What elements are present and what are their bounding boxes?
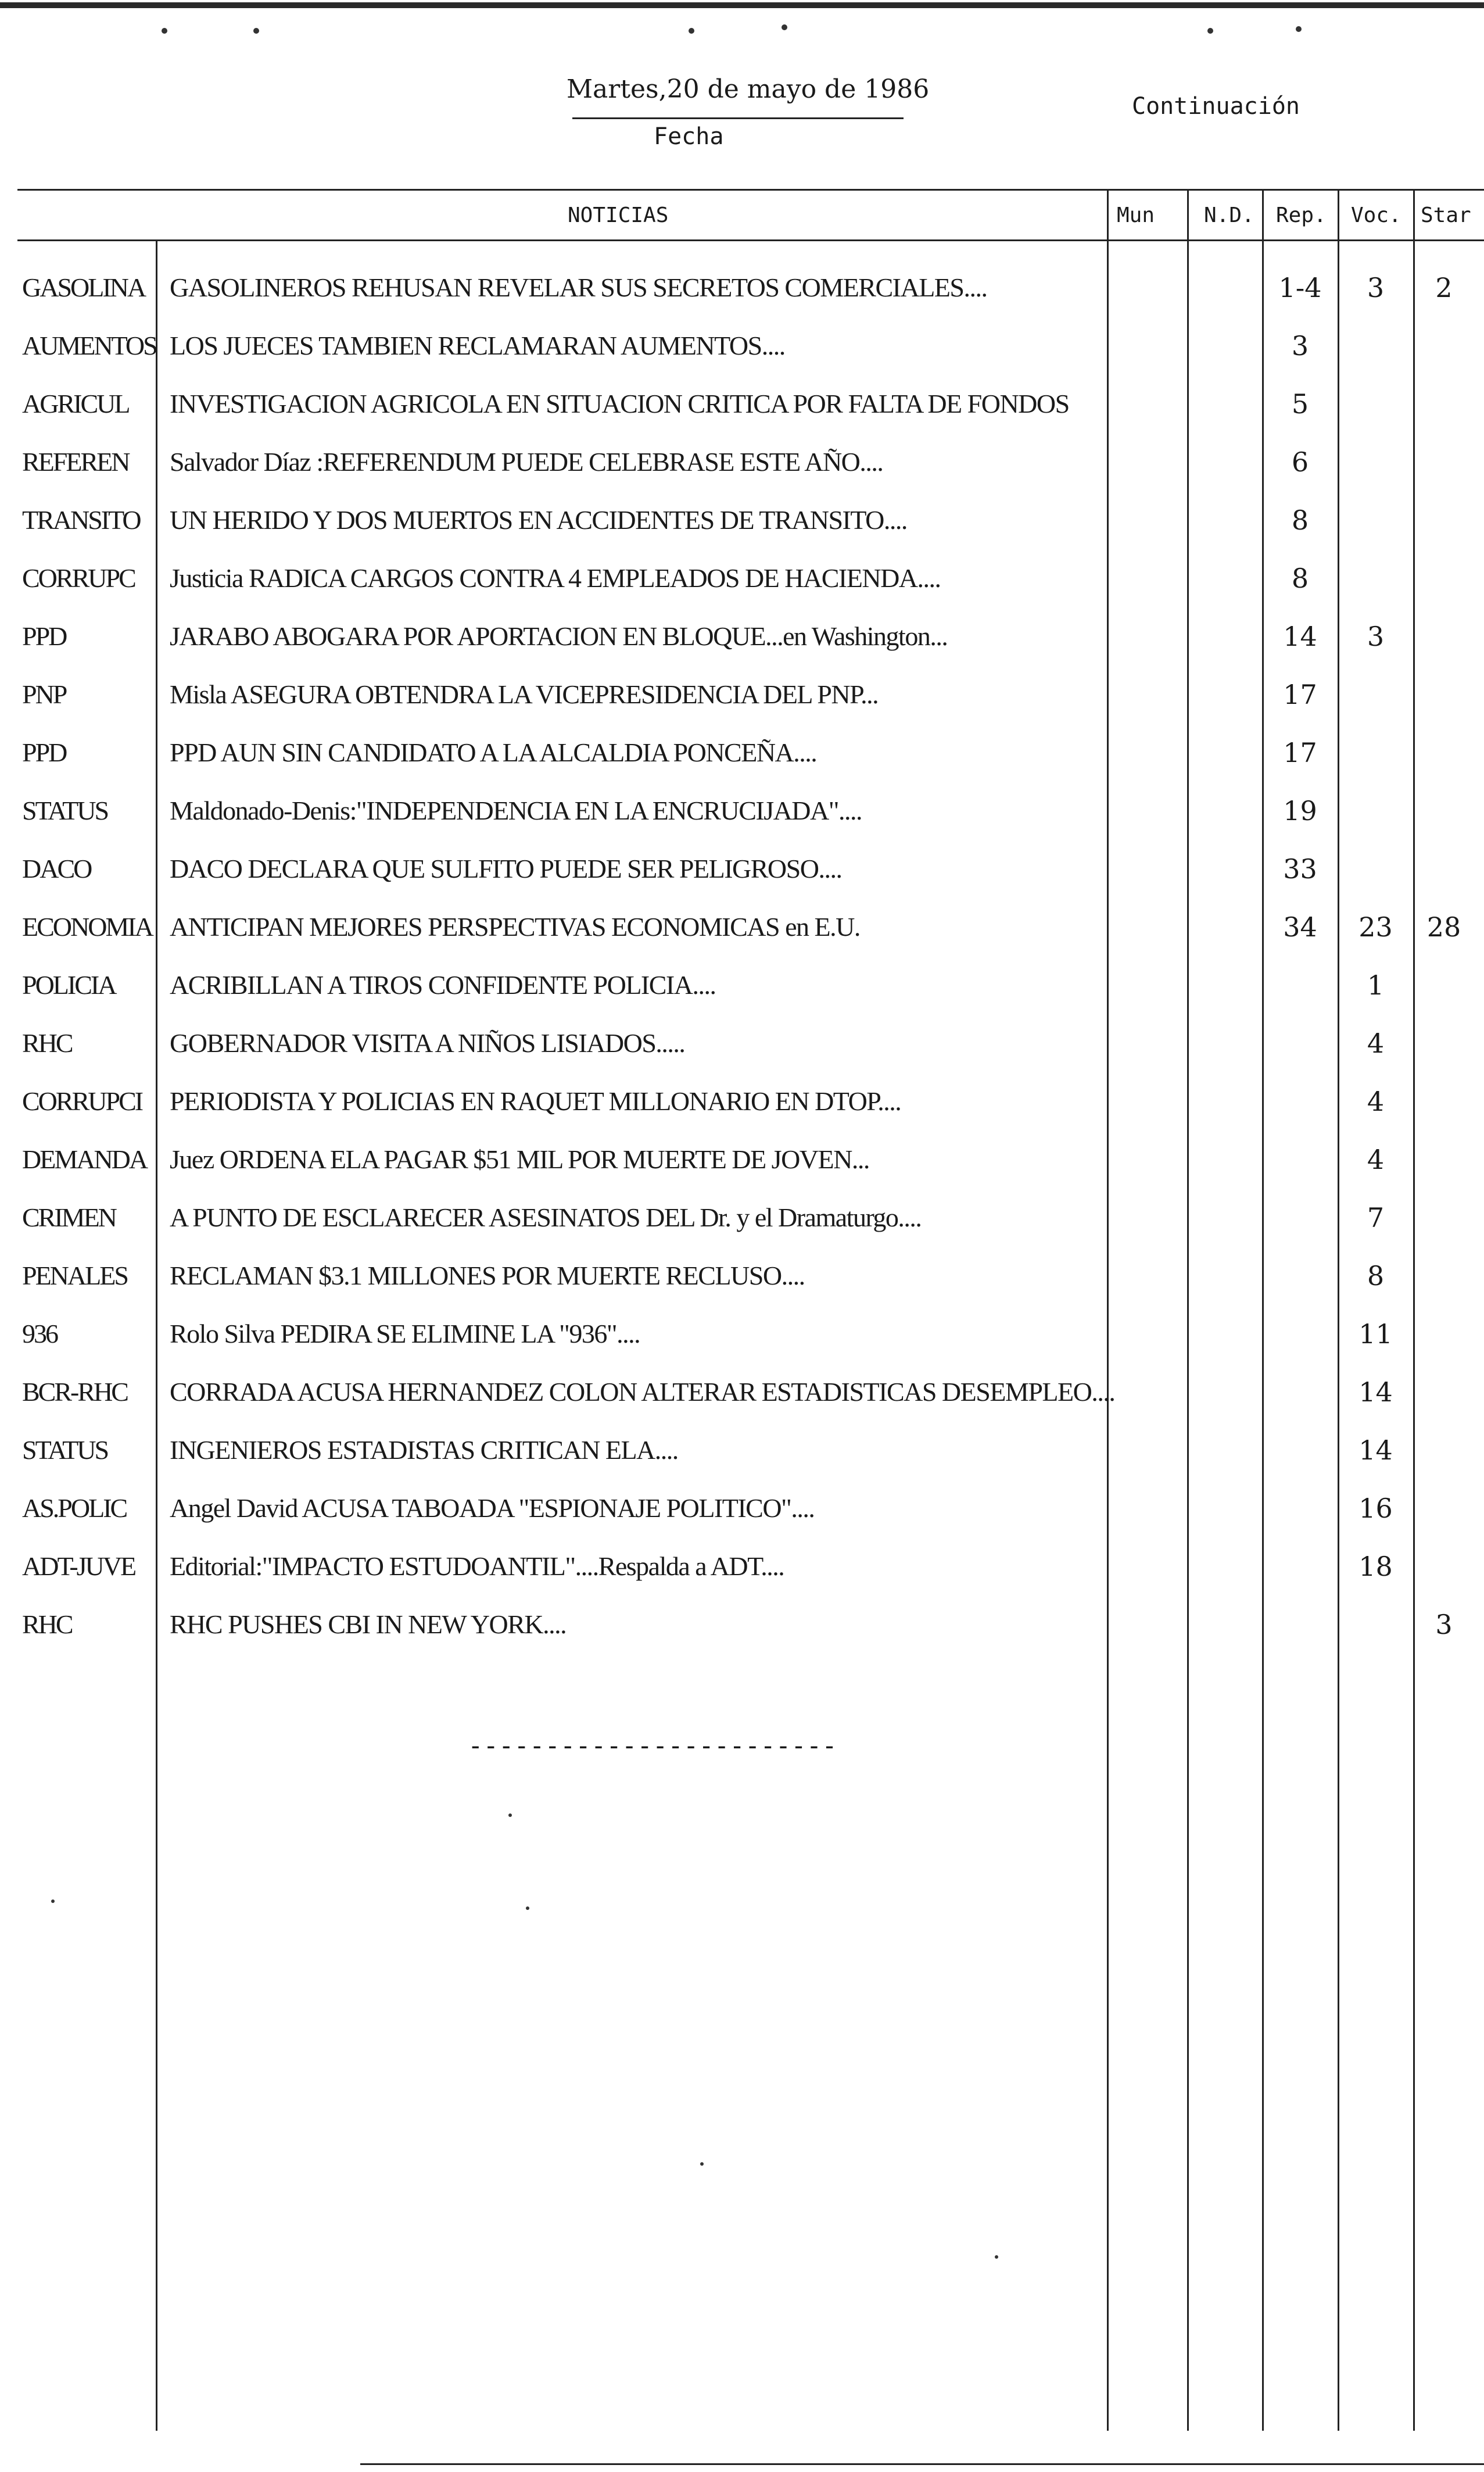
table-row bbox=[0, 1244, 1484, 1301]
row-voc: 11 bbox=[1358, 1318, 1393, 1350]
table-row bbox=[0, 1593, 1484, 1650]
row-headline: GOBERNADOR VISITA A NIÑOS LISIADOS..... bbox=[170, 1028, 685, 1058]
row-category: ECONOMIA bbox=[22, 912, 152, 942]
header-mun: Mun bbox=[1117, 203, 1155, 227]
scan-speck bbox=[995, 2255, 998, 2259]
row-headline: A PUNTO DE ESCLARECER ASESINATOS DEL Dr. y el Dramaturgo.... bbox=[170, 1203, 922, 1232]
row-headline: Editorial:"IMPACTO ESTUDOANTIL"....Respalda a ADT.... bbox=[170, 1551, 784, 1581]
row-category: DACO bbox=[22, 854, 91, 883]
scan-speck bbox=[1296, 26, 1302, 32]
scan-speck bbox=[508, 1813, 512, 1817]
scan-speck bbox=[253, 28, 259, 34]
row-category: PNP bbox=[22, 679, 66, 709]
table-row bbox=[0, 1418, 1484, 1476]
row-category: REFEREN bbox=[22, 447, 129, 477]
row-category: STATUS bbox=[22, 796, 108, 825]
table-row bbox=[0, 430, 1484, 488]
row-voc: 14 bbox=[1358, 1434, 1393, 1466]
row-category: PENALES bbox=[22, 1261, 127, 1290]
row-headline: JARABO ABOGARA POR APORTACION EN BLOQUE...en Washington... bbox=[170, 621, 948, 651]
row-voc: 4 bbox=[1367, 1144, 1385, 1175]
scan-speck bbox=[782, 24, 787, 30]
row-voc: 4 bbox=[1367, 1086, 1385, 1117]
table-bottom-rule bbox=[360, 2463, 1484, 2465]
row-category: CRIMEN bbox=[22, 1203, 116, 1232]
table-row bbox=[0, 779, 1484, 836]
top-border bbox=[0, 2, 1484, 8]
row-voc: 18 bbox=[1358, 1551, 1393, 1582]
table-row bbox=[0, 546, 1484, 604]
row-rep: 17 bbox=[1283, 679, 1317, 710]
row-category: CORRUPCI bbox=[22, 1086, 142, 1116]
row-rep: 3 bbox=[1291, 330, 1309, 362]
row-headline: DACO DECLARA QUE SULFITO PUEDE SER PELIGROSO.... bbox=[170, 854, 842, 883]
scan-speck bbox=[526, 1906, 529, 1910]
row-voc: 3 bbox=[1367, 272, 1385, 303]
date-underline bbox=[572, 117, 904, 119]
table-row bbox=[0, 953, 1484, 1011]
row-category: PPD bbox=[22, 621, 66, 651]
row-category: AGRICUL bbox=[22, 389, 129, 418]
continuation-label: Continuación bbox=[1132, 93, 1300, 120]
row-rep: 33 bbox=[1283, 853, 1317, 885]
row-voc: 23 bbox=[1358, 911, 1393, 943]
table-row bbox=[0, 1128, 1484, 1185]
row-headline: ACRIBILLAN A TIROS CONFIDENTE POLICIA.... bbox=[170, 970, 716, 1000]
table-row bbox=[0, 604, 1484, 662]
table-row bbox=[0, 1069, 1484, 1127]
row-category: AS.POLIC bbox=[22, 1493, 127, 1523]
report-date: Martes,20 de mayo de 1986 bbox=[567, 74, 930, 104]
row-category: CORRUPC bbox=[22, 563, 135, 593]
row-headline: Rolo Silva PEDIRA SE ELIMINE LA "936".... bbox=[170, 1319, 640, 1348]
row-headline: PERIODISTA Y POLICIAS EN RAQUET MILLONARIO EN DTOP.... bbox=[170, 1086, 901, 1116]
table-row bbox=[0, 721, 1484, 778]
row-headline: RHC PUSHES CBI IN NEW YORK.... bbox=[170, 1609, 567, 1639]
row-category: 936 bbox=[22, 1319, 57, 1348]
table-row bbox=[0, 488, 1484, 546]
header-noticias: NOTICIAS bbox=[568, 203, 669, 227]
row-star: 3 bbox=[1435, 1609, 1453, 1640]
scan-speck bbox=[1207, 28, 1213, 34]
scan-speck bbox=[162, 28, 167, 34]
table-header-rule bbox=[17, 239, 1484, 241]
row-rep: 19 bbox=[1283, 795, 1317, 827]
row-headline: CORRADA ACUSA HERNANDEZ COLON ALTERAR ESTADISTICAS DESEMPLEO.... bbox=[170, 1377, 1115, 1407]
table-row bbox=[0, 895, 1484, 953]
row-headline: Juez ORDENA ELA PAGAR $51 MIL POR MUERTE DE JOVEN... bbox=[170, 1144, 869, 1174]
row-voc: 7 bbox=[1367, 1202, 1385, 1233]
row-rep: 14 bbox=[1283, 621, 1317, 652]
table-row bbox=[0, 314, 1484, 371]
row-headline: PPD AUN SIN CANDIDATO A LA ALCALDIA PONCEÑA.... bbox=[170, 738, 817, 767]
row-voc: 16 bbox=[1358, 1493, 1393, 1524]
row-headline: Maldonado-Denis:"INDEPENDENCIA EN LA ENCRUCIJADA".... bbox=[170, 796, 862, 825]
row-category: PPD bbox=[22, 738, 66, 767]
header-rep: Rep. bbox=[1276, 203, 1327, 227]
row-voc: 14 bbox=[1358, 1376, 1393, 1408]
row-headline: Angel David ACUSA TABOADA "ESPIONAJE POLITICO".... bbox=[170, 1493, 815, 1523]
table-top-rule bbox=[17, 189, 1484, 191]
table-row bbox=[0, 1186, 1484, 1243]
row-rep: 8 bbox=[1291, 563, 1309, 594]
row-rep: 1-4 bbox=[1278, 272, 1322, 303]
table-row bbox=[0, 1360, 1484, 1418]
row-category: BCR-RHC bbox=[22, 1377, 127, 1407]
scan-speck bbox=[700, 2162, 704, 2166]
table-row bbox=[0, 837, 1484, 895]
row-headline: INGENIEROS ESTADISTAS CRITICAN ELA.... bbox=[170, 1435, 678, 1465]
row-rep: 6 bbox=[1291, 446, 1309, 478]
row-category: GASOLINA bbox=[22, 273, 145, 302]
scan-speck bbox=[51, 1899, 55, 1903]
row-voc: 3 bbox=[1367, 621, 1385, 652]
row-rep: 8 bbox=[1291, 505, 1309, 536]
row-headline: INVESTIGACION AGRICOLA EN SITUACION CRITICA POR FALTA DE FONDOS bbox=[170, 389, 1069, 418]
row-category: AUMENTOS bbox=[22, 331, 156, 360]
table-row bbox=[0, 1302, 1484, 1360]
row-category: POLICIA bbox=[22, 970, 116, 1000]
header-star: Star bbox=[1421, 203, 1471, 227]
row-rep: 17 bbox=[1283, 737, 1317, 768]
scan-speck bbox=[689, 28, 694, 34]
row-headline: LOS JUECES TAMBIEN RECLAMARAN AUMENTOS.... bbox=[170, 331, 785, 360]
row-category: DEMANDA bbox=[22, 1144, 147, 1174]
row-headline: RECLAMAN $3.1 MILLONES POR MUERTE RECLUSO.... bbox=[170, 1261, 805, 1290]
date-caption: Fecha bbox=[654, 123, 724, 150]
header-nd: N.D. bbox=[1204, 203, 1254, 227]
row-headline: Misla ASEGURA OBTENDRA LA VICEPRESIDENCIA DEL PNP... bbox=[170, 679, 879, 709]
table-row bbox=[0, 663, 1484, 720]
header-voc: Voc. bbox=[1351, 203, 1401, 227]
row-category: RHC bbox=[22, 1028, 72, 1058]
table-row bbox=[0, 1534, 1484, 1592]
end-divider: ------------------------ bbox=[468, 1731, 837, 1761]
row-category: ADT-JUVE bbox=[22, 1551, 135, 1581]
row-star: 2 bbox=[1435, 272, 1453, 303]
row-headline: Salvador Díaz :REFERENDUM PUEDE CELEBRASE ESTE AÑO.... bbox=[170, 447, 883, 477]
row-headline: UN HERIDO Y DOS MUERTOS EN ACCIDENTES DE TRANSITO.... bbox=[170, 505, 907, 535]
row-voc: 4 bbox=[1367, 1028, 1385, 1059]
row-category: TRANSITO bbox=[22, 505, 140, 535]
row-voc: 1 bbox=[1367, 970, 1385, 1001]
row-rep: 5 bbox=[1291, 388, 1309, 420]
table-row bbox=[0, 256, 1484, 313]
table-row bbox=[0, 1011, 1484, 1069]
table-row bbox=[0, 372, 1484, 430]
row-rep: 34 bbox=[1283, 911, 1317, 943]
row-headline: Justicia RADICA CARGOS CONTRA 4 EMPLEADOS DE HACIENDA.... bbox=[170, 563, 941, 593]
row-category: RHC bbox=[22, 1609, 72, 1639]
row-voc: 8 bbox=[1367, 1260, 1385, 1292]
table-row bbox=[0, 1476, 1484, 1534]
row-category: STATUS bbox=[22, 1435, 108, 1465]
row-headline: ANTICIPAN MEJORES PERSPECTIVAS ECONOMICAS en E.U. bbox=[170, 912, 860, 942]
row-star: 28 bbox=[1426, 911, 1461, 943]
row-headline: GASOLINEROS REHUSAN REVELAR SUS SECRETOS COMERCIALES.... bbox=[170, 273, 987, 302]
